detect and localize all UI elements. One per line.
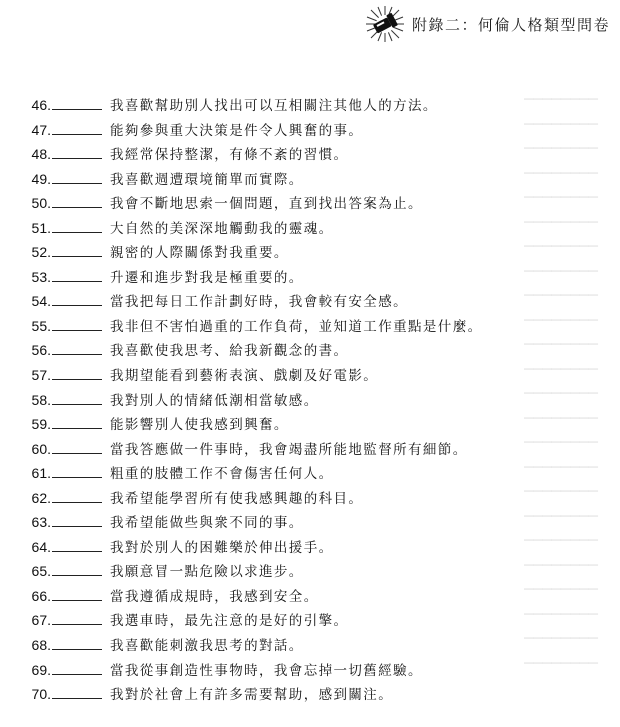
answer-blank[interactable] — [52, 267, 102, 282]
question-text: 我願意冒一點危險以求進步。 — [110, 564, 304, 581]
question-text: 能影響別人使我感到興奮。 — [110, 417, 289, 434]
question-text: 當我遵循成規時，我感到安全。 — [110, 588, 319, 605]
question-text: 我對於社會上有許多需要幫助，感到關注。 — [110, 687, 394, 704]
answer-blank[interactable] — [52, 291, 102, 306]
question-number: 54. — [31, 293, 51, 310]
question-item — [24, 438, 584, 463]
question-item — [24, 585, 584, 610]
question-number: 56. — [31, 342, 51, 359]
question-text: 我希望能做些與衆不同的事。 — [110, 515, 304, 532]
answer-blank[interactable] — [52, 340, 102, 355]
question-text: 我經常保持整潔，有條不紊的習慣。 — [110, 147, 349, 164]
question-number: 55. — [31, 317, 51, 334]
question-text: 當我答應做一件事時，我會竭盡所能地監督所有細節。 — [110, 441, 468, 458]
question-number: 53. — [31, 268, 51, 285]
answer-blank[interactable] — [52, 242, 102, 257]
answer-blank[interactable] — [52, 610, 102, 625]
question-item — [24, 560, 584, 585]
answer-blank[interactable] — [52, 439, 102, 454]
answer-blank[interactable] — [52, 193, 102, 208]
question-number: 64. — [31, 538, 51, 555]
question-item — [24, 94, 584, 119]
question-item — [24, 389, 584, 414]
answer-blank[interactable] — [52, 586, 102, 601]
page-header — [364, 4, 610, 44]
answer-blank[interactable] — [52, 120, 102, 135]
question-number: 59. — [31, 416, 51, 433]
question-item — [24, 339, 584, 364]
question-item — [24, 487, 584, 512]
question-number: 66. — [31, 587, 51, 604]
answer-blank[interactable] — [52, 463, 102, 478]
question-list — [24, 94, 584, 708]
question-item — [24, 683, 584, 708]
question-item — [24, 217, 584, 242]
question-text: 升遷和進步對我是極重要的。 — [110, 269, 304, 286]
answer-blank[interactable] — [52, 512, 102, 527]
question-text: 能夠參與重大決策是件令人興奮的事。 — [110, 122, 364, 139]
question-text: 我選車時，最先注意的是好的引擎。 — [110, 613, 349, 630]
question-number: 68. — [31, 637, 51, 654]
question-item — [24, 634, 584, 659]
question-item — [24, 290, 584, 315]
question-number: 67. — [31, 612, 51, 629]
question-number: 52. — [31, 244, 51, 261]
question-text: 我喜歡使我思考、給我新觀念的書。 — [110, 343, 349, 360]
answer-blank[interactable] — [52, 144, 102, 159]
question-item — [24, 462, 584, 487]
question-item — [24, 241, 584, 266]
page-title: 附錄二：何倫人格類型問卷 — [411, 15, 610, 34]
question-number: 63. — [31, 514, 51, 531]
answer-blank[interactable] — [52, 316, 102, 331]
question-number: 51. — [31, 219, 51, 236]
question-text: 親密的人際關係對我重要。 — [110, 245, 289, 262]
question-number: 57. — [31, 367, 51, 384]
answer-blank[interactable] — [52, 635, 102, 650]
question-text: 粗重的肢體工作不會傷害任何人。 — [110, 466, 334, 483]
question-item — [24, 364, 584, 389]
question-number: 61. — [31, 465, 51, 482]
answer-blank[interactable] — [52, 660, 102, 675]
question-item — [24, 413, 584, 438]
question-item — [24, 511, 584, 536]
question-text: 我對於別人的困難樂於伸出援手。 — [110, 539, 334, 556]
question-number: 60. — [31, 440, 51, 457]
answer-blank[interactable] — [52, 218, 102, 233]
question-text: 我希望能學習所有使我感興趣的科目。 — [110, 490, 364, 507]
answer-blank[interactable] — [52, 169, 102, 184]
question-number: 62. — [31, 489, 51, 506]
question-item — [24, 119, 584, 144]
answer-blank[interactable] — [52, 414, 102, 429]
question-item — [24, 192, 584, 217]
answer-blank[interactable] — [52, 390, 102, 405]
answer-blank[interactable] — [52, 365, 102, 380]
question-text: 當我把每日工作計劃好時，我會較有安全感。 — [110, 294, 408, 311]
question-number: 70. — [31, 686, 51, 703]
question-number: 69. — [31, 661, 51, 678]
question-number: 48. — [31, 146, 51, 163]
question-text: 我對別人的情緒低潮相當敏感。 — [110, 392, 319, 409]
answer-blank[interactable] — [52, 95, 102, 110]
question-text: 我喜歡週遭環境簡單而實際。 — [110, 171, 304, 188]
bleed-through-texture: ▁▁▁▁▁▁▁▁ ▁▁▁▁▁▁▁▁ ▁▁▁▁▁▁▁▁ ▁▁▁▁▁▁▁▁ ▁▁▁▁▁▁▁▁ ▁▁▁▁▁▁▁▁ ▁▁▁▁▁▁▁▁ ▁▁▁▁▁▁▁▁ ▁▁▁▁▁▁▁▁ ▁▁▁▁▁▁▁▁ ▁▁▁▁▁▁▁▁ ▁▁▁▁▁▁▁▁ ▁▁▁▁▁▁▁▁ ▁▁▁▁▁▁▁▁ ▁▁▁▁▁▁▁▁ ▁▁▁▁▁▁▁▁ ▁▁▁▁▁▁▁▁ ▁▁▁▁▁▁▁▁ ▁▁▁▁▁▁▁▁ ▁▁▁▁▁▁▁▁ ▁▁▁▁▁▁▁▁ ▁▁▁▁▁▁▁▁ ▁▁▁▁▁▁▁▁ ▁▁▁▁▁▁▁▁ — [524, 86, 598, 664]
question-text: 我會不斷地思索一個問題，直到找出答案為止。 — [110, 196, 423, 213]
question-text: 當我從事創造性事物時，我會忘掉一切舊經驗。 — [110, 662, 423, 679]
question-text: 我喜歡能刺激我思考的對話。 — [110, 638, 304, 655]
answer-blank[interactable] — [52, 561, 102, 576]
answer-blank[interactable] — [52, 684, 102, 699]
question-item — [24, 266, 584, 291]
question-number: 46. — [31, 97, 51, 113]
question-item — [24, 168, 584, 193]
question-number: 50. — [31, 195, 51, 212]
question-item — [24, 315, 584, 340]
answer-blank[interactable] — [52, 537, 102, 552]
question-number: 49. — [31, 170, 51, 187]
question-text: 我期望能看到藝術表演、戲劇及好電影。 — [110, 368, 379, 385]
question-number: 47. — [31, 121, 51, 138]
question-item — [24, 659, 584, 684]
answer-blank[interactable] — [52, 488, 102, 503]
question-number: 65. — [31, 563, 51, 580]
question-item — [24, 536, 584, 561]
question-number: 58. — [31, 391, 51, 408]
question-item — [24, 609, 584, 634]
question-item — [24, 143, 584, 168]
flashlight-sunburst-icon — [364, 4, 406, 44]
question-text: 大自然的美深深地觸動我的靈魂。 — [110, 220, 334, 237]
question-text: 我非但不害怕過重的工作負荷，並知道工作重點是什麼。 — [110, 318, 483, 335]
question-text: 我喜歡幫助別人找出可以互相關注其他人的方法。 — [110, 98, 438, 114]
